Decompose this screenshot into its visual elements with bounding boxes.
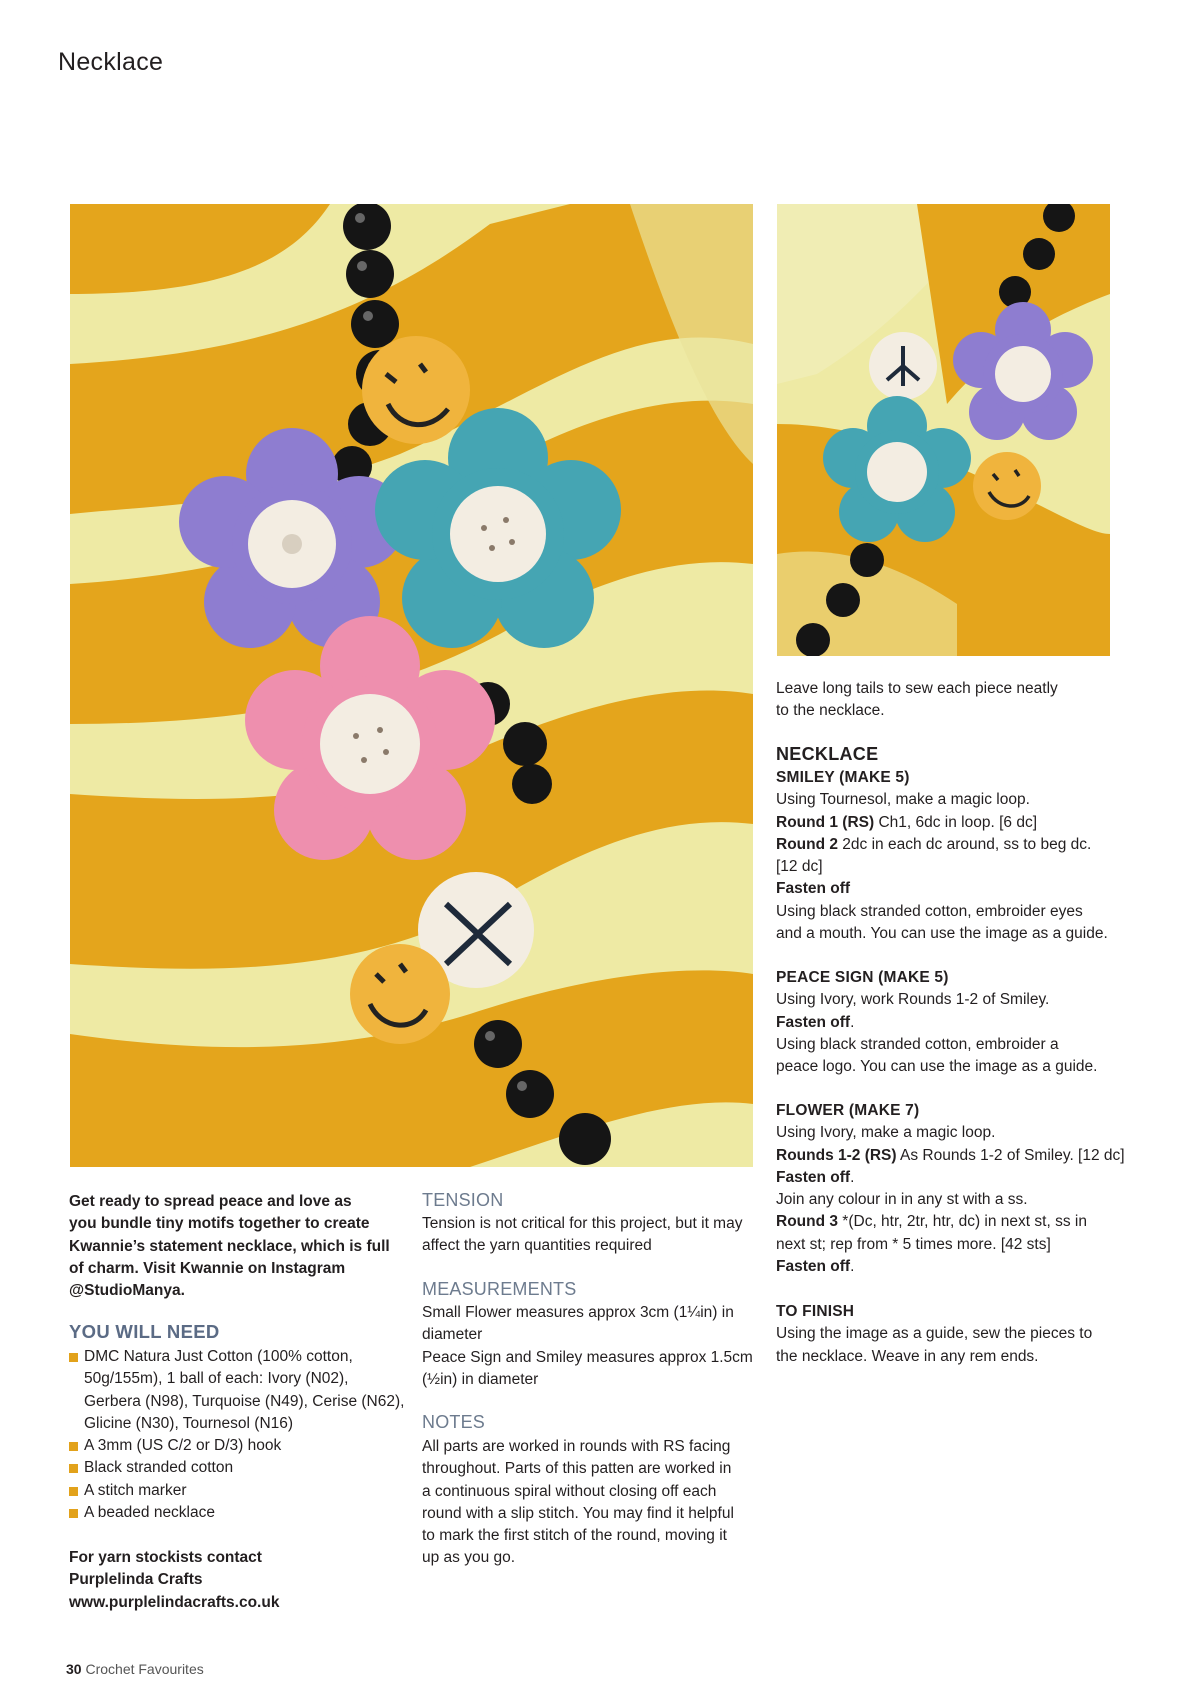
measurements-line: Small Flower measures approx 3cm (1¼in) in <box>422 1304 734 1321</box>
round-label: Round 3 <box>776 1213 838 1231</box>
section-title: Necklace <box>58 48 164 76</box>
list-item-line: A beaded necklace <box>84 1504 215 1522</box>
intro-line: you bundle tiny motifs together to create <box>69 1215 370 1233</box>
list-item-line: A stitch marker <box>84 1481 187 1499</box>
you-will-need-list <box>69 1346 409 1524</box>
flower-heading: FLOWER (MAKE 7) <box>776 1102 920 1119</box>
you-will-need-heading: YOU WILL NEED <box>69 1321 220 1342</box>
stockist-link[interactable]: www.purplelindacrafts.co.uk <box>69 1593 280 1611</box>
notes-line: a continuous spiral without closing off each <box>422 1482 717 1500</box>
notes-text <box>422 1436 762 1570</box>
peace-line: Using black stranded cotton, embroider a <box>776 1035 1059 1053</box>
intro-line: @StudioManya. <box>69 1282 185 1300</box>
list-item-line: Glicine (N30), Tournesol (N16) <box>84 1414 294 1432</box>
tension-text <box>422 1213 762 1258</box>
stockist-line: For yarn stockists contact <box>69 1549 262 1566</box>
fasten-off: Fasten off <box>776 1013 851 1031</box>
smiley-heading: SMILEY (MAKE 5) <box>776 769 910 786</box>
smiley-round-2 <box>776 834 1126 856</box>
page-footer <box>66 1661 204 1677</box>
tension-line: affect the yarn quantities required <box>422 1237 652 1255</box>
intro-line: of charm. Visit Kwannie on Instagram <box>69 1259 346 1277</box>
smiley-line: Using black stranded cotton, embroider eyes <box>776 902 1083 920</box>
peace-line: Using Ivory, work Rounds 1-2 of Smiley. <box>776 991 1050 1009</box>
intro-line: Kwannie’s statement necklace, which is full <box>69 1237 390 1255</box>
smiley-line: and a mouth. You can use the image as a guide. <box>776 925 1108 943</box>
main-photo <box>70 204 753 1167</box>
measurements-line: (½in) in diameter <box>422 1370 539 1388</box>
list-item <box>69 1435 409 1457</box>
stockist-line: Purplelinda Crafts <box>69 1571 203 1589</box>
intro-text <box>69 1191 409 1302</box>
notes-heading: NOTES <box>422 1412 486 1432</box>
peace-section <box>776 967 1126 1078</box>
fasten-dot: . <box>850 1168 855 1186</box>
fasten-off: Fasten off <box>776 1168 851 1186</box>
list-item <box>69 1480 409 1502</box>
measurements-line: Peace Sign and Smiley measures approx 1.5cm <box>422 1348 753 1366</box>
list-item <box>69 1346 409 1435</box>
smiley-round-1 <box>776 812 1126 834</box>
flower-line: Join any colour in in any st with a ss. <box>776 1191 1028 1209</box>
page-number: 30 <box>66 1661 82 1677</box>
fasten-off: Fasten off <box>776 880 851 898</box>
right-intro <box>776 678 1126 723</box>
flower-section <box>776 1100 1126 1278</box>
fasten-dot: . <box>850 1258 855 1276</box>
peace-heading: PEACE SIGN (MAKE 5) <box>776 969 949 986</box>
tension-line: Tension is not critical for this project, but it may <box>422 1215 743 1232</box>
notes-line: round with a slip stitch. You may find it helpful <box>422 1504 734 1522</box>
notes-line: throughout. Parts of this patten are worked in <box>422 1460 732 1478</box>
round-text: Ch1, 6dc in loop. [6 dc] <box>874 813 1038 831</box>
list-item <box>69 1457 409 1479</box>
finish-line: Using the image as a guide, sew the pieces to <box>776 1325 1093 1343</box>
stockist-contact <box>69 1547 409 1614</box>
peace-line: peace logo. You can use the image as a guide. <box>776 1058 1098 1076</box>
round-label: Round 1 (RS) <box>776 813 875 831</box>
list-item-line: 50g/155m), 1 ball of each: Ivory (N02), <box>84 1370 349 1388</box>
finish-line: the necklace. Weave in any rem ends. <box>776 1347 1039 1365</box>
round-text: *(Dc, htr, 2tr, htr, dc) in next st, ss in <box>838 1213 1087 1231</box>
notes-line: All parts are worked in rounds with RS facing <box>422 1438 731 1455</box>
measurements-heading: MEASUREMENTS <box>422 1279 577 1299</box>
flower-line: Using Ivory, make a magic loop. <box>776 1124 996 1142</box>
smiley-line: Using Tournesol, make a magic loop. <box>776 791 1030 809</box>
round-text: 2dc in each dc around, ss to beg dc. <box>838 835 1092 853</box>
magazine-name: Crochet Favourites <box>85 1661 204 1677</box>
right-intro-line: to the necklace. <box>776 702 885 720</box>
notes-line: up as you go. <box>422 1549 516 1567</box>
finish-heading: TO FINISH <box>776 1303 855 1320</box>
measurements-text <box>422 1302 762 1391</box>
flower-line: next st; rep from * 5 times more. [42 sts] <box>776 1235 1051 1253</box>
necklace-heading: NECKLACE <box>776 744 879 764</box>
tension-heading: TENSION <box>422 1190 504 1210</box>
list-item-line: A 3mm (US C/2 or D/3) hook <box>84 1437 282 1455</box>
intro-line: Get ready to spread peace and love as <box>69 1193 352 1210</box>
fasten-off: Fasten off <box>776 1258 851 1276</box>
finish-section <box>776 1301 1126 1368</box>
fasten-dot: . <box>850 1013 855 1031</box>
list-item <box>69 1502 409 1524</box>
round-text: As Rounds 1-2 of Smiley. [12 dc] <box>896 1146 1125 1164</box>
right-intro-line: Leave long tails to sew each piece neatly <box>776 680 1058 697</box>
detail-photo <box>777 204 1110 656</box>
smiley-round-2-count: [12 dc] <box>776 858 823 876</box>
list-item-line: Gerbera (N98), Turquoise (N49), Cerise (N62), <box>84 1392 405 1410</box>
round-label: Rounds 1-2 (RS) <box>776 1146 897 1164</box>
list-item-line: DMC Natura Just Cotton (100% cotton, <box>84 1348 353 1365</box>
measurements-line: diameter <box>422 1326 483 1344</box>
round-label: Round 2 <box>776 835 838 853</box>
notes-line: to mark the first stitch of the round, moving it <box>422 1527 727 1545</box>
smiley-section <box>776 767 1126 945</box>
list-item-line: Black stranded cotton <box>84 1459 234 1477</box>
